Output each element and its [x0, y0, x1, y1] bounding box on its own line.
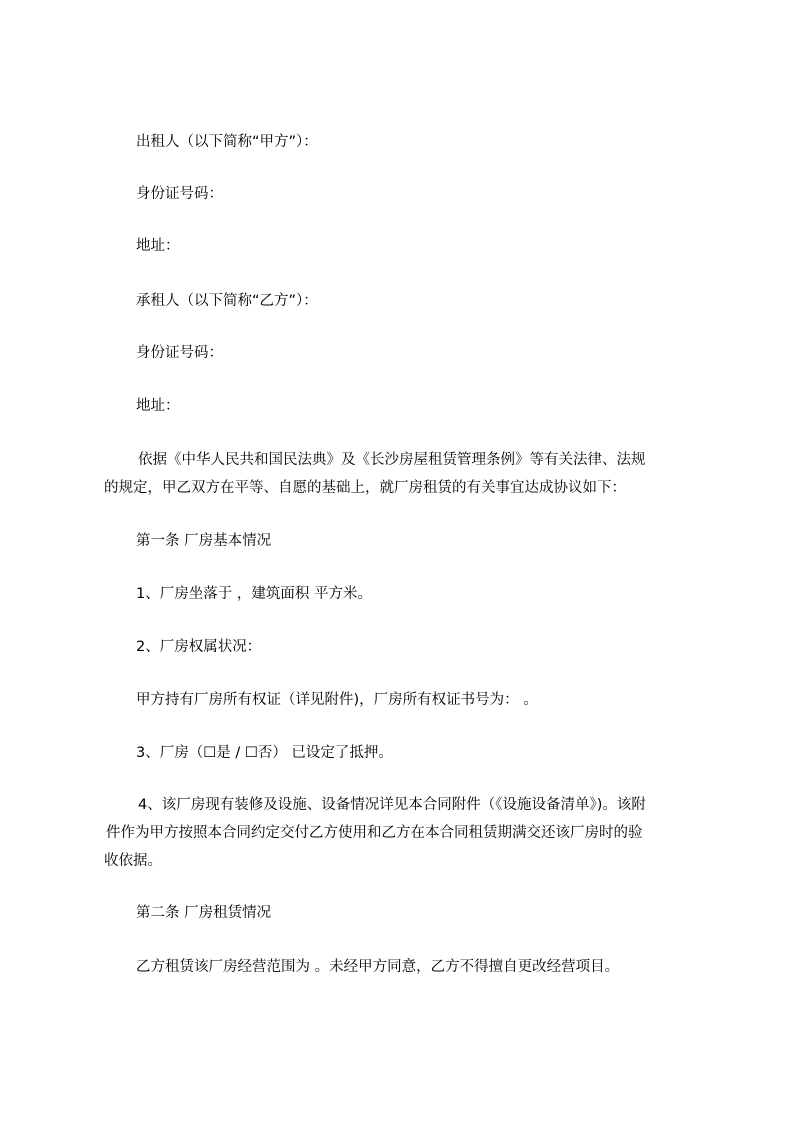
article-2-title: 第二条 厂房租赁情况: [136, 905, 272, 921]
lessor-address-label: 地址：: [136, 238, 180, 254]
lessee-address-label: 地址：: [136, 398, 180, 414]
article-1-title: 第一条 厂房基本情况: [136, 533, 272, 549]
business-scope-statement: 乙方租赁该厂房经营范围为 。未经甲方同意，乙方不得擅自更改经营项目。: [136, 959, 620, 975]
article-1-item-4: [104, 791, 646, 875]
lessee-id-label: 身份证号码：: [136, 345, 223, 361]
item-4-line-2: 件作为甲方按照本合同约定交付乙方使用和乙方在本合同租赁期满交还该厂房时的验: [106, 825, 643, 841]
ownership-statement: 甲方持有厂房所有权证（详见附件)，厂房所有权证书号为： 。: [136, 692, 538, 708]
item-4-line-3: 收依据。: [104, 853, 162, 869]
lessee-label: 承租人（以下简称“乙方”）：: [136, 293, 318, 309]
preamble-line-1: 依据《中华人民共和国民法典》及《长沙房屋租赁管理条例》等有关法律、法规: [138, 452, 646, 468]
article-1-item-3: 3、厂房（☐是 / ☐否） 已设定了抵押。: [136, 745, 393, 761]
item-4-line-1: 4、该厂房现有装修及设施、设备情况详见本合同附件（《设施设备清单》)。该附: [138, 797, 646, 813]
article-1-item-2: 2、厂房权属状况：: [136, 639, 262, 655]
preamble-line-2: 的规定，甲乙双方在平等、自愿的基础上，就厂房租赁的有关事宜达成协议如下：: [104, 480, 626, 496]
preamble-paragraph: [104, 446, 646, 502]
lessor-label: 出租人（以下简称“甲方”）：: [136, 134, 318, 150]
lessor-id-label: 身份证号码：: [136, 186, 223, 202]
article-1-item-1: 1、厂房坐落于 ，建筑面积 平方米。: [136, 586, 372, 602]
